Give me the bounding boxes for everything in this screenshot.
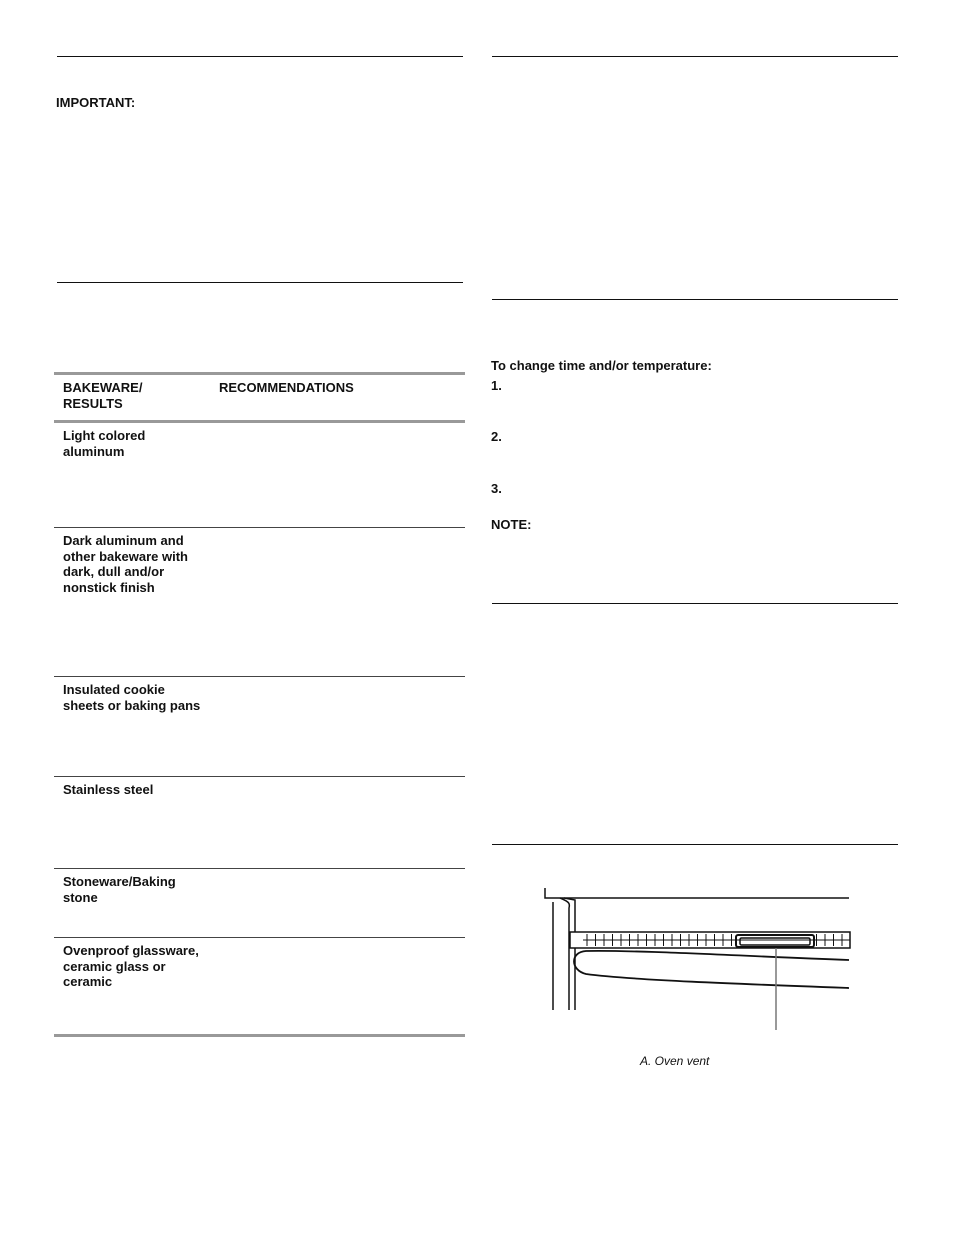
oven-vent-illustration — [540, 888, 852, 1034]
table-row — [54, 777, 465, 869]
recommendation-cell — [201, 422, 465, 528]
section-rule — [492, 56, 898, 57]
figure-caption: A. Oven vent — [640, 1054, 710, 1068]
bakeware-table — [54, 372, 465, 1037]
recommendation-cell — [201, 869, 465, 938]
step-number: 1. — [491, 378, 502, 393]
recommendation-cell — [201, 777, 465, 869]
table-row — [54, 938, 465, 1036]
step-number: 3. — [491, 481, 502, 496]
section-rule — [57, 56, 463, 57]
oven-body-lines — [545, 888, 850, 1010]
note-label: NOTE: — [491, 517, 532, 532]
bakeware-cell: Light colored aluminum — [63, 428, 146, 459]
recommendation-cell — [201, 528, 465, 677]
bakeware-cell: Insulated cookie sheets or baking pans — [63, 682, 201, 713]
table-row — [54, 422, 465, 528]
bakeware-cell: Ovenproof glassware, ceramic glass or ceramic — [63, 943, 199, 989]
recommendation-cell — [201, 938, 465, 1036]
table-header-row — [54, 374, 465, 422]
section-rule — [492, 299, 898, 300]
important-label: IMPORTANT: — [56, 95, 136, 110]
recommendation-cell — [201, 677, 465, 777]
bakeware-cell: Dark aluminum and other bakeware with dark, dull and/or nonstick finish — [63, 533, 188, 595]
section-rule — [492, 844, 898, 845]
bakeware-cell: Stainless steel — [63, 782, 154, 797]
step-number: 2. — [491, 429, 502, 444]
table-row — [54, 677, 465, 777]
table-row — [54, 528, 465, 677]
header-bakeware: BAKEWARE/ RESULTS — [63, 380, 143, 411]
section-rule — [492, 603, 898, 604]
bakeware-cell: Stoneware/Baking stone — [63, 874, 176, 905]
header-recommendations: RECOMMENDATIONS — [219, 380, 354, 395]
table-row — [54, 869, 465, 938]
change-time-temperature-heading: To change time and/or temperature: — [491, 358, 712, 373]
section-rule — [57, 282, 463, 283]
